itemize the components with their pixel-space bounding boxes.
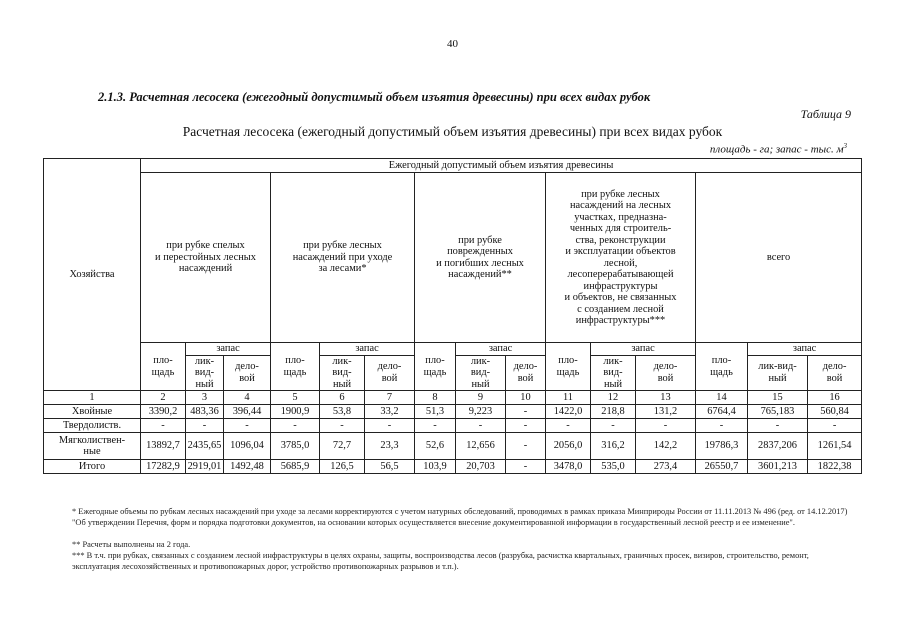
value-cell: - (415, 419, 456, 433)
value-cell: 56,5 (365, 460, 415, 474)
table-row (44, 419, 862, 433)
main-header: Ежегодный допустимый объем изъятия древесины (141, 159, 862, 173)
business-header: дело- вой (808, 355, 862, 391)
area-header: пло- щадь (546, 343, 591, 391)
value-cell: - (365, 419, 415, 433)
value-cell: - (506, 405, 546, 419)
column-number: 2 (141, 391, 186, 405)
value-cell: - (271, 419, 320, 433)
column-number: 7 (365, 391, 415, 405)
column-number: 10 (506, 391, 546, 405)
column-number: 15 (748, 391, 808, 405)
value-cell: 3785,0 (271, 433, 320, 460)
value-cell: 535,0 (591, 460, 636, 474)
value-cell: 33,2 (365, 405, 415, 419)
column-number: 16 (808, 391, 862, 405)
zapas-header: запас (591, 343, 696, 356)
column-number: 14 (696, 391, 748, 405)
value-cell: 23,3 (365, 433, 415, 460)
zapas-header: запас (186, 343, 271, 356)
value-cell: 1822,38 (808, 460, 862, 474)
value-cell: 131,2 (636, 405, 696, 419)
value-cell: 13892,7 (141, 433, 186, 460)
column-number: 3 (186, 391, 224, 405)
zapas-header: запас (320, 343, 415, 356)
column-number: 9 (456, 391, 506, 405)
value-cell: - (186, 419, 224, 433)
table-row (44, 460, 862, 474)
units-text: площадь - га; запас - тыс. м (709, 143, 844, 156)
units-superscript: 3 (843, 142, 847, 150)
group-header-2: при рубке лесных насаждений при уходе за лесами* (271, 173, 415, 343)
value-cell: - (748, 419, 808, 433)
table-row (44, 433, 862, 460)
footnote-2: ** Расчеты выполнены на 2 года. (72, 540, 191, 549)
group-header-3: при рубке поврежденных и погибших лесных насаждений** (415, 173, 546, 343)
value-cell: 126,5 (320, 460, 365, 474)
liquid-header: лик- вид- ный (591, 355, 636, 391)
group-header-4: при рубке лесных насаждений на лесных участках, предназна- ченных для строитель- ства, реконструкции и эксплуатации объектов лесной, лесоперерабатывающей инфраструктуры и объектов, не связанных с созданием лесной инфраструктуры*** (546, 173, 696, 343)
value-cell: 2435,65 (186, 433, 224, 460)
liquid-header: лик- вид- ный (456, 355, 506, 391)
value-cell: 6764,4 (696, 405, 748, 419)
value-cell: 52,6 (415, 433, 456, 460)
zapas-header: запас (748, 343, 862, 356)
value-cell: - (591, 419, 636, 433)
value-cell: 5685,9 (271, 460, 320, 474)
value-cell: - (224, 419, 271, 433)
business-header: дело- вой (636, 355, 696, 391)
value-cell: - (506, 419, 546, 433)
group-header-5: всего (696, 173, 862, 343)
zapas-header: запас (456, 343, 546, 356)
value-cell: - (696, 419, 748, 433)
value-cell: 218,8 (591, 405, 636, 419)
column-number: 6 (320, 391, 365, 405)
value-cell: 1096,04 (224, 433, 271, 460)
value-cell: - (456, 419, 506, 433)
value-cell: 316,2 (591, 433, 636, 460)
value-cell: - (808, 419, 862, 433)
value-cell: - (636, 419, 696, 433)
farm-name: Хвойные (44, 405, 141, 419)
area-header: пло- щадь (696, 343, 748, 391)
value-cell: 2056,0 (546, 433, 591, 460)
value-cell: 3601,213 (748, 460, 808, 474)
area-header: пло- щадь (415, 343, 456, 391)
value-cell: 26550,7 (696, 460, 748, 474)
value-cell: 396,44 (224, 405, 271, 419)
value-cell: 72,7 (320, 433, 365, 460)
value-cell: 12,656 (456, 433, 506, 460)
value-cell: 19786,3 (696, 433, 748, 460)
value-cell: - (141, 419, 186, 433)
column-number: 1 (44, 391, 141, 405)
value-cell: 103,9 (415, 460, 456, 474)
value-cell: - (506, 433, 546, 460)
value-cell: - (546, 419, 591, 433)
value-cell: 2919,01 (186, 460, 224, 474)
farm-name: Твердолиств. (44, 419, 141, 433)
value-cell: 1492,48 (224, 460, 271, 474)
area-header: пло- щадь (141, 343, 186, 391)
group-header-1: при рубке спелых и перестойных лесных насаждений (141, 173, 271, 343)
table-row (44, 405, 862, 419)
value-cell: - (506, 460, 546, 474)
column-number: 4 (224, 391, 271, 405)
page-number: 40 (447, 38, 458, 50)
value-cell: 1422,0 (546, 405, 591, 419)
column-number: 11 (546, 391, 591, 405)
farms-header: Хозяйства (44, 159, 141, 391)
business-header: дело- вой (224, 355, 271, 391)
value-cell: - (320, 419, 365, 433)
harvest-table (43, 158, 862, 474)
farm-name: Мягколиствен- ные (44, 433, 141, 460)
value-cell: 1900,9 (271, 405, 320, 419)
liquid-header: лик- вид- ный (320, 355, 365, 391)
value-cell: 9,223 (456, 405, 506, 419)
liquid-header: лик-вид- ный (748, 355, 808, 391)
table-title: Расчетная лесосека (ежегодный допустимый объем изъятия древесины) при всех видах рубок (182, 124, 723, 139)
value-cell: 142,2 (636, 433, 696, 460)
value-cell: 1261,54 (808, 433, 862, 460)
column-number: 13 (636, 391, 696, 405)
value-cell: 53,8 (320, 405, 365, 419)
units-note (710, 142, 847, 156)
liquid-header: лик- вид- ный (186, 355, 224, 391)
value-cell: 3390,2 (141, 405, 186, 419)
value-cell: 765,183 (748, 405, 808, 419)
footnote-1: * Ежегодные объемы по рубкам лесных насаждений при уходе за лесами корректируются с учетом натурных обследований, проводимых в рамках приказа Минприроды России от 11.11.2013 № 496 (ред. от 14.12.2017) "Об утверждении Перечня, форм и порядка подготовки документов, на основании которых осуществляется внесение документированной информации в государственный лесной реестр и ее изменение". (72, 507, 848, 527)
value-cell: 2837,206 (748, 433, 808, 460)
value-cell: 560,84 (808, 405, 862, 419)
column-number: 12 (591, 391, 636, 405)
table-label: Таблица 9 (800, 107, 851, 121)
section-title: 2.1.3. Расчетная лесосека (ежегодный допустимый объем изъятия древесины) при всех видах рубок (98, 90, 651, 104)
business-header: дело- вой (506, 355, 546, 391)
value-cell: 51,3 (415, 405, 456, 419)
area-header: пло- щадь (271, 343, 320, 391)
value-cell: 273,4 (636, 460, 696, 474)
business-header: дело- вой (365, 355, 415, 391)
value-cell: 3478,0 (546, 460, 591, 474)
footnote-3: *** В т.ч. при рубках, связанных с созданием лесной инфраструктуры в целях охраны, защиты, воспроизводства лесов (разрубка, расчистка квартальных, граничных просек, визиров, строительство, ремонт, эксплуатация лесохозяйственных и противопожарных дорог, устройство противопожарных разрывов и т.п.). (72, 551, 809, 571)
value-cell: 17282,9 (141, 460, 186, 474)
value-cell: 483,36 (186, 405, 224, 419)
value-cell: 20,703 (456, 460, 506, 474)
farm-name: Итого (44, 460, 141, 474)
column-number: 5 (271, 391, 320, 405)
column-number: 8 (415, 391, 456, 405)
